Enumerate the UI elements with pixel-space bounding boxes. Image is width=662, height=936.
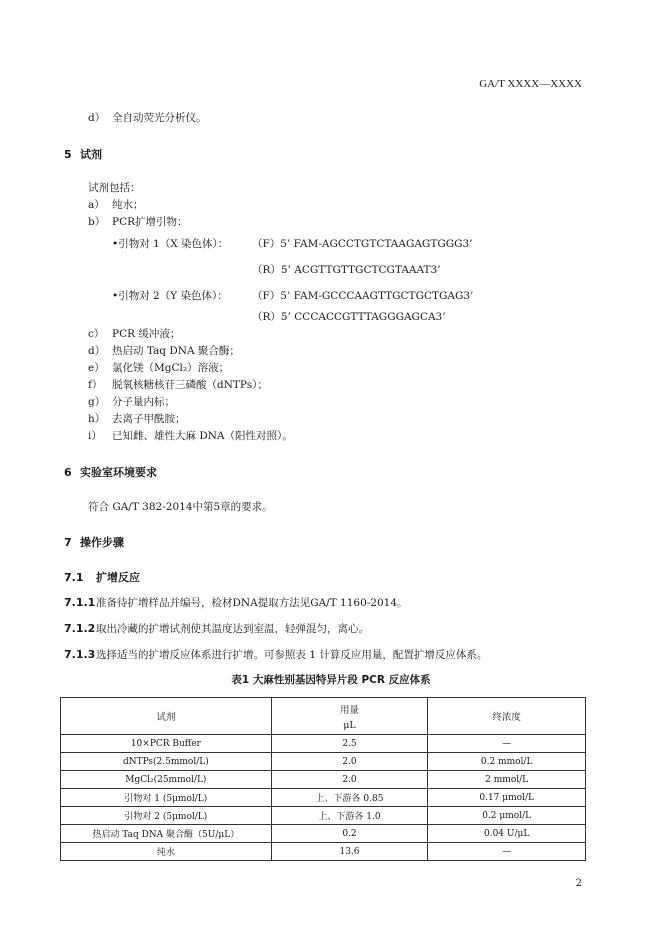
table-row: 10×PCR Buffer 2.5 — (61, 735, 586, 753)
table-row: 纯水 13.6 — (61, 843, 586, 861)
list-marker: d） (88, 112, 106, 124)
page-number: 2 (575, 878, 582, 889)
reaction-table (60, 697, 586, 861)
section-heading-7: 7 操作步骤 (64, 536, 124, 549)
step-item: 7.1.2取出冷藏的扩增试剂使其温度达到室温，轻弹混匀，离心。 (64, 622, 369, 635)
list-item: e） 氯化镁（MgCl₂）溶液； (88, 362, 230, 374)
primer-pair-1-forward: （F）5’ FAM-AGCCTGTCTAAGAGTGGG3’ (252, 238, 473, 250)
section-6-text: 符合 GA/T 382-2014中第5章的要求。 (88, 501, 273, 513)
table-row: 引物对 1 (5μmol/L) 上、下游各 0.85 0.17 μmol/L (61, 789, 586, 807)
primer-pair-2-label: •引物对 2（Y 染色体）： (112, 290, 228, 302)
list-item: a） 纯水； (88, 199, 144, 211)
section-heading-5: 5 试剂 (64, 148, 102, 161)
step-item: 7.1.1准备待扩增样品并编号，检材DNA提取方法见GA/T 1160-2014。 (64, 596, 408, 609)
header-final-concentration: 终浓度 (428, 698, 586, 735)
list-item: g） 分子量内标； (88, 396, 175, 408)
step-item: 7.1.3选择适当的扩增反应体系进行扩增。可参照表 1 计算反应用量，配置扩增反应体系。 (64, 648, 488, 661)
list-item: d） 热启动 Taq DNA 聚合酶； (88, 345, 240, 357)
table-title: 表1 大麻性别基因特异片段 PCR 反应体系 (231, 674, 431, 686)
list-item: i） 已知雌、雄性大麻 DNA（阳性对照）。 (88, 430, 293, 442)
table-row: 引物对 2 (5μmol/L) 上、下游各 1.0 0.2 μmol/L (61, 807, 586, 825)
subsection-heading-7-1: 7.1 扩增反应 (64, 571, 140, 584)
document-code: GA/T XXXX—XXXX (479, 78, 582, 90)
table-row: MgCl₂(25mmol/L) 2.0 2 mmol/L (61, 771, 586, 789)
list-text: 全自动荧光分析仪。 (112, 112, 207, 124)
header-reagent: 试剂 (61, 698, 272, 735)
table-header-row (61, 698, 586, 735)
list-item: c） PCR 缓冲液； (88, 328, 181, 340)
list-item: f） 脱氧核糖核苷三磷酸（dNTPs）； (88, 379, 268, 391)
list-item (88, 110, 207, 125)
list-item: h） 去离子甲酰胺； (88, 413, 186, 425)
list-item: b） PCR扩增引物： (88, 216, 188, 228)
primer-pair-2-reverse: （R）5’ CCCACCGTTTAGGGAGCA3’ (252, 311, 446, 323)
section-intro: 试剂包括： (88, 182, 141, 194)
table-row: 热启动 Taq DNA 聚合酶（5U/μL） 0.2 0.04 U/μL (61, 825, 586, 843)
primer-pair-1-reverse: （R）5’ ACGTTGTTGCTCGTAAAT3’ (252, 264, 441, 276)
primer-pair-1-label: •引物对 1（X 染色体）： (112, 238, 229, 250)
header-amount: 用量 μL (271, 698, 428, 735)
section-heading-6: 6 实验室环境要求 (64, 466, 157, 479)
primer-pair-2-forward: （F）5’ FAM-GCCCAAGTTGCTGCTGAG3’ (252, 290, 474, 302)
header-amount-unit: μL (343, 719, 356, 731)
table-row: dNTPs(2.5mmol/L) 2.0 0.2 mmol/L (61, 753, 586, 771)
